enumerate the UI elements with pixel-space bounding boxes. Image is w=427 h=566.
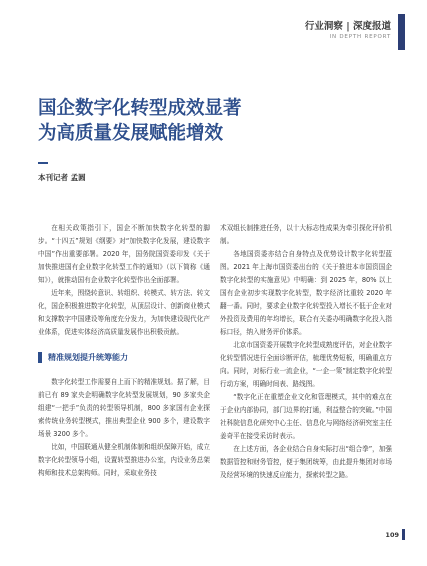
body-paragraph: 近年来，围绕转意识、转组织、转模式、转方法、转文化，国企积极推进数字化转型，从顶层设计、创新商业模式和支撑数字中国建设等角度充分发力，为加快建设现代化产业体系，促进实体经济高质量发展作出积极贡献。 (38, 289, 210, 336)
page-number: 109 (385, 531, 399, 539)
section-heading (38, 351, 210, 364)
section-marker (38, 352, 42, 363)
header-accent-bar (398, 14, 405, 50)
article-author: 本刊记者 孟圆 (38, 173, 86, 182)
body-paragraph: 各地国资委亦结合自身特点及优势设计数字化转型蓝图。2021 年上海市国资委出台的《关于推进本市国资国企数字化转型的实施意见》中明确：到 2025 年，80% 以上国有企业初步实现数字化转型，数字经济比重较 2020 年翻一番。同时，要求企业数字化转型投入增长不低于企业对外投资及费用的年均增长，联合有关委办明确数字化投入指标口径，纳入财务评价体系。 (220, 250, 392, 336)
body-paragraph: 比如，中国联通从健全机制体制和组织保障开始，成立数字化转型领导小组，设置转型推进办公室，内设业务总架构师和技术总架构师。同时，采取业务技 (38, 443, 210, 477)
body-paragraph: 在上述方面，各企业结合自身实际打出“组合拳”，加强数据管控和财务管控，便于集团统筹，由此提升集团对市场及经营环境的快速反应能力，探索转型之路。 (220, 445, 392, 479)
header-text (305, 18, 391, 40)
article-title-line-1: 国企数字化转型成效显著 (38, 98, 242, 119)
page-number-bar (402, 529, 405, 540)
body-paragraph: “数字化正在重塑企业文化和管理模式，其中的难点在于企业内部协同，部门边界的打通，利益整合的突破。”中国社科院信息化研究中心主任、信息化与网络经济研究室主任姜奇平在接受采访时表示。 (220, 393, 392, 440)
body-paragraph-continued: 术双组长制推进任务，以十大标志性成果为牵引探化评价机制。 (220, 224, 392, 245)
header-subtitle: IN DEPTH REPORT (329, 34, 391, 40)
section-header (285, 14, 405, 54)
left-column (38, 222, 210, 480)
right-column (220, 222, 392, 482)
article-title-line-2: 为高质量发展赋能增效 (38, 123, 224, 144)
title-underline (38, 162, 48, 164)
body-paragraph: 北京市国资委开展数字化转型成熟度评估，对企业数字化转型情况进行全面诊断评估，梳理优势短板，明确重点方向。同时，对标行业一流企业，“一企一策”制定数字化转型行动方案，明确时间表、路线图。 (220, 341, 392, 388)
article-title (38, 96, 398, 146)
body-paragraph: 在相关政策指引下，国企不断加快数字化转型的脚步。“十四五”规划《纲要》对“加快数字化发展，建设数字中国”作出重要部署。2020 年，国务院国资委印发《关于加快推进国有企业数字化转型工作的通知》（以下简称《通知》），就推动国有企业数字化转型作出全面部署。 (38, 224, 210, 284)
header-title: 行业洞察 | 深度报道 (304, 21, 391, 32)
section-heading-text: 精准规划提升统筹能力 (48, 353, 128, 362)
body-paragraph: 数字化转型工作需要自上而下的精准规划。据了解，目前已有 89 家央企明确数字化转型发展规划，90 多家央企组建“一把手”负责的转型领导机制，800 多家国有企业探索传统业务转型模式，推出典型企业 900 多个，建设数字场景 3200 多个。 (38, 378, 210, 438)
